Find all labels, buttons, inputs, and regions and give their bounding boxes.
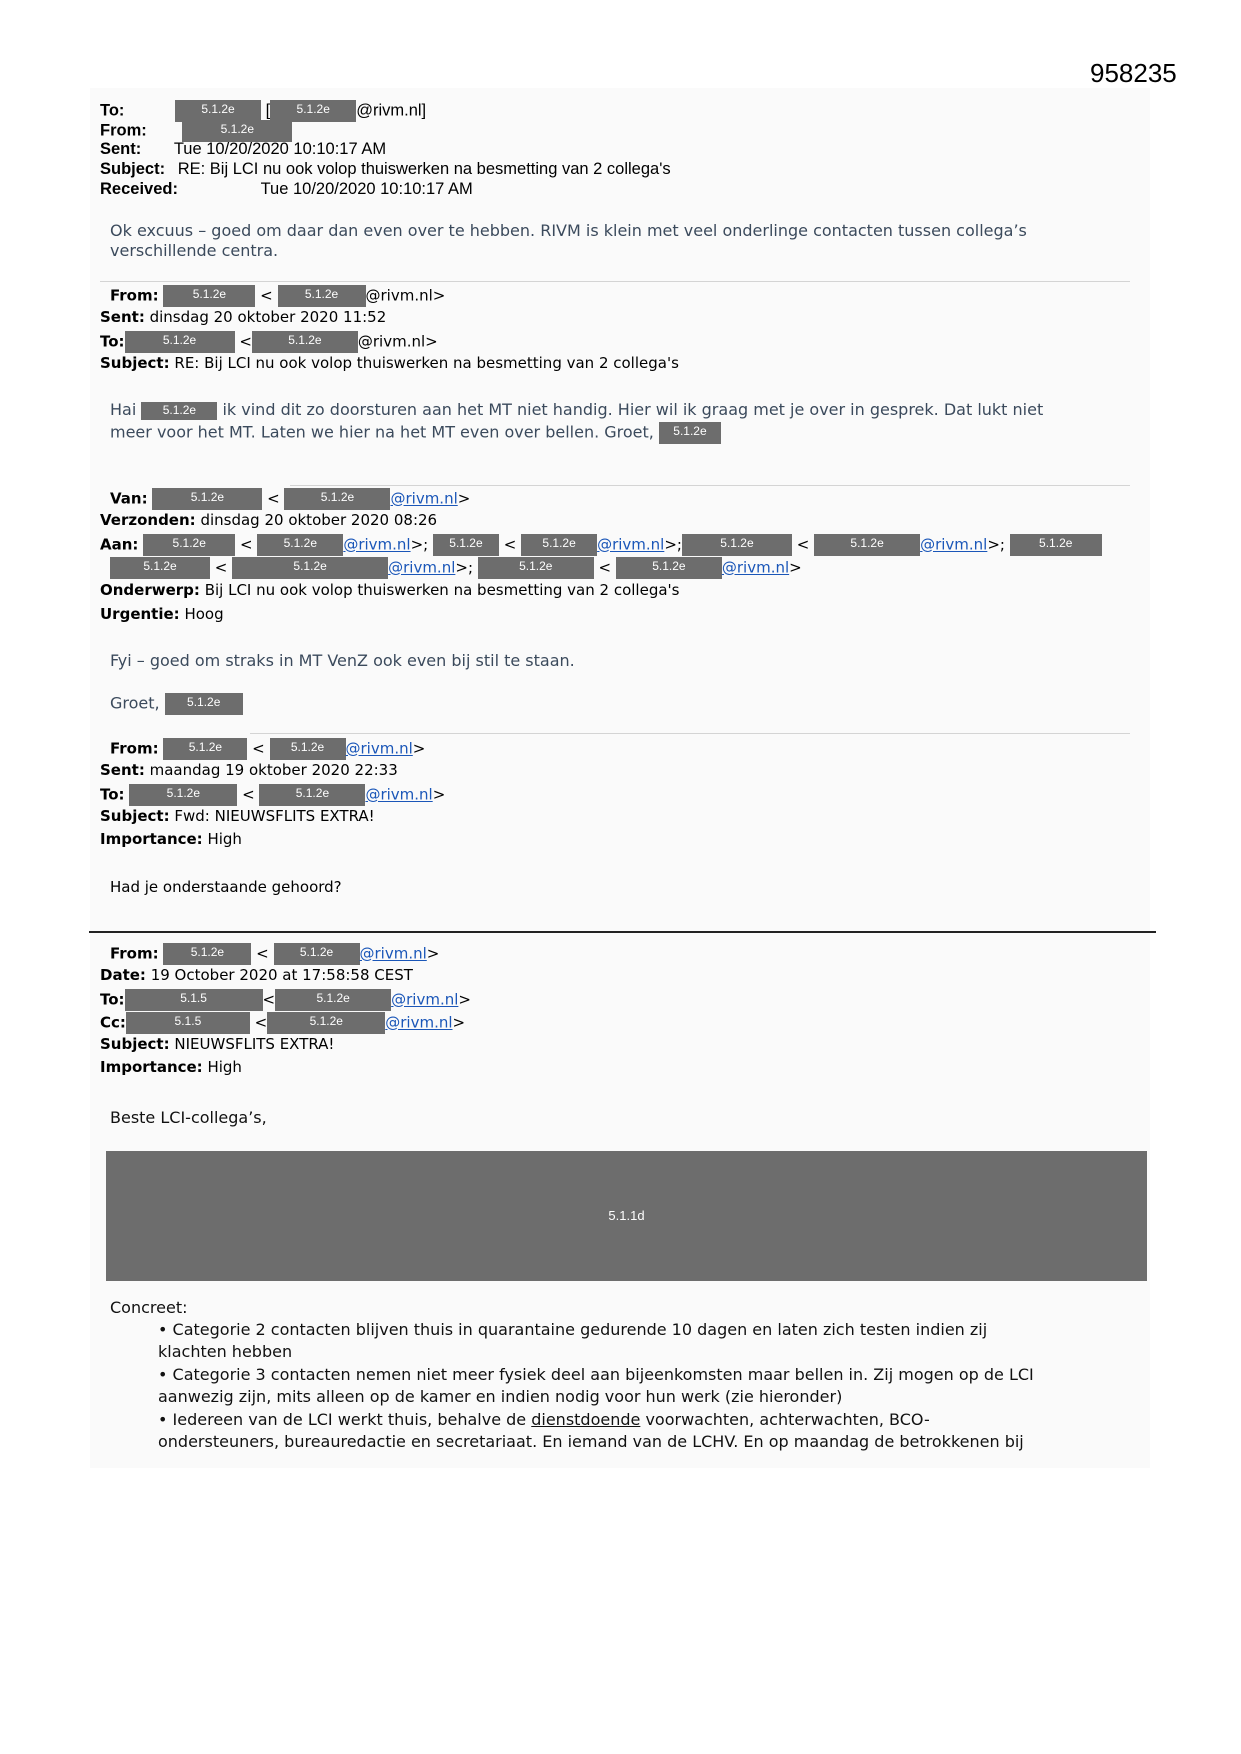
msg3-aan-line: Aan: 5.1.2e < 5.1.2e @rivm.nl>; 5.1.2e < 5.1.2e @rivm.nl>; 5.1.2e < 5.1.2e @rivm.nl>; 5.1.2e [100,534,1102,556]
redaction: 5.1.2e [275,989,391,1011]
email-domain: @rivm.nl [356,101,422,120]
msg2-to-label: To: [100,332,125,351]
msg1-received-label: Received: [100,180,178,198]
redaction: 5.1.5 [125,989,263,1011]
msg1-to-line: To: 5.1.2e [ 5.1.2e @rivm.nl] [100,100,426,122]
message-divider [100,281,1130,282]
msg4-sent-line [100,761,398,779]
msg1-sent-label: Sent: [100,140,142,158]
msg2-subject-value: RE: Bij LCI nu ook volop thuiswerken na besmetting van 2 collega's [174,354,679,372]
bullet-text: voorwachten, achterwachten, BCO- [645,1410,930,1429]
forward-divider [89,931,1156,933]
redaction: 5.1.2e [163,943,251,965]
redaction: 5.1.2e [252,331,358,353]
msg2-body-text: ik vind dit zo doorsturen aan het MT niet handig. Hier wil ik graag met je over in gesprek. Dat lukt niet [222,400,1044,419]
msg1-subject-line [100,160,671,179]
redaction: 5.1.5 [126,1012,250,1034]
msg5-from-label: From: [110,944,159,963]
msg2-to-line: To: 5.1.2e < 5.1.2e @rivm.nl> [100,331,438,353]
redaction: 5.1.2e [141,402,217,420]
msg3-verzonden-label: Verzonden: [100,511,196,529]
email-link[interactable]: @rivm.nl [388,558,456,577]
bullet-line: ondersteuners, bureauredactie en secretariaat. En iemand van de LCHV. En op maandag de betrokkenen bij [158,1432,1024,1451]
msg5-greeting: Beste LCI-collega’s, [110,1108,267,1127]
msg5-date-line [100,966,413,984]
msg5-cc-label: Cc: [100,1013,126,1032]
msg2-body-line [110,400,1043,420]
redaction: 5.1.2e [274,943,360,965]
msg3-onderwerp-line [100,581,679,599]
msg4-importance-value: High [207,830,242,848]
msg4-from-label: From: [110,739,159,758]
msg3-onderwerp-label: Onderwerp: [100,581,200,599]
msg4-sent-label: Sent: [100,761,145,779]
msg1-body-line: Ok excuus – goed om daar dan even over te hebben. RIVM is klein met veel onderlinge contacten tussen collega’s [110,221,1027,240]
email-link[interactable]: @rivm.nl [343,535,411,554]
redaction: 5.1.2e [152,488,262,510]
msg3-van-line: Van: 5.1.2e < 5.1.2e @rivm.nl> [110,488,470,510]
redaction: 5.1.2e [259,784,365,806]
msg4-to-line: To: 5.1.2e < 5.1.2e @rivm.nl> [100,784,445,806]
email-link[interactable]: @rivm.nl [391,990,459,1009]
msg2-sent-label: Sent: [100,308,145,326]
redaction: 5.1.2e [682,534,792,556]
msg3-groet-line [110,693,243,715]
msg2-from-label: From: [110,286,159,305]
redaction: 5.1.2e [1010,534,1102,556]
msg1-body-line: verschillende centra. [110,241,279,260]
msg1-sent-line [100,140,386,159]
msg1-sent-value: Tue 10/20/2020 10:10:17 AM [173,140,387,158]
email-link[interactable]: @rivm.nl [920,535,988,554]
redaction: 5.1.2e [659,422,721,444]
email-link[interactable]: @rivm.nl [390,489,458,508]
redaction: 5.1.2e [163,285,255,307]
bullet-text: • Iedereen van de LCI werkt thuis, behalve de [158,1410,527,1429]
redaction: 5.1.2e [267,1012,385,1034]
msg1-to-label: To: [100,101,125,120]
redaction: 5.1.2e [257,534,343,556]
redacted-content-block: 5.1.1d [106,1151,1147,1281]
msg4-importance-label: Importance: [100,830,203,848]
redaction: 5.1.2e [232,557,388,579]
msg4-sent-value: maandag 19 oktober 2020 22:33 [149,761,398,779]
msg2-body-text: meer voor het MT. Laten we hier na het MT even over bellen. Groet, [110,422,654,442]
redaction: 5.1.2e [278,285,366,307]
email-domain: @rivm.nl [365,286,433,305]
bullet-line: klachten hebben [158,1342,293,1361]
bullet-line: • Categorie 2 contacten blijven thuis in quarantaine gedurende 10 dagen en laten zich testen indien zij [158,1320,988,1339]
msg3-onderwerp-value: Bij LCI nu ook volop thuiswerken na besmetting van 2 collega's [204,581,680,599]
redaction: 5.1.2e [143,534,235,556]
msg3-verzonden-line [100,511,437,529]
email-domain: @rivm.nl [357,332,426,351]
bullet-line: • Categorie 3 contacten nemen niet meer fysiek deel aan bijeenkomsten maar bellen in. Zij mogen op de LCI [158,1365,1034,1384]
msg1-subject-label: Subject: [100,160,166,178]
msg5-importance-line [100,1058,242,1076]
msg3-van-label: Van: [110,489,148,508]
msg3-urgentie-line [100,605,224,623]
redaction: 5.1.2e [616,557,722,579]
msg5-subject-value: NIEUWSFLITS EXTRA! [174,1035,335,1053]
msg4-subject-value: Fwd: NIEUWSFLITS EXTRA! [174,807,375,825]
redaction: 5.1.2e [163,738,247,760]
msg4-subject-label: Subject: [100,807,170,825]
email-link[interactable]: @rivm.nl [721,558,790,577]
msg4-to-label: To: [100,785,125,804]
redaction: 5.1.2e [129,784,237,806]
msg4-body: Had je onderstaande gehoord? [110,878,342,896]
msg3-aan-continued-line: 5.1.2e < 5.1.2e @rivm.nl>; 5.1.2e < 5.1.2e @rivm.nl> [110,557,802,579]
document-number: 958235 [1090,58,1177,88]
redaction: 5.1.2e [284,488,390,510]
msg2-subject-line [100,354,679,372]
msg2-sent-line [100,308,386,326]
redaction: 5.1.2e [125,331,235,353]
bullet-line [158,1410,930,1429]
msg3-urgentie-label: Urgentie: [100,605,180,623]
msg2-body-line [110,422,721,444]
msg5-to-label: To: [100,990,125,1009]
msg5-date-label: Date: [100,966,146,984]
msg5-concreet: Concreet: [110,1298,188,1317]
msg4-from-line: From: 5.1.2e < 5.1.2e @rivm.nl> [110,738,425,760]
msg5-subject-label: Subject: [100,1035,170,1053]
msg3-verzonden-value: dinsdag 20 oktober 2020 08:26 [200,511,438,529]
msg5-date-value: 19 October 2020 at 17:58:58 CEST [150,966,413,984]
email-link[interactable]: @rivm.nl [385,1013,453,1032]
msg5-importance-value: High [207,1058,242,1076]
redaction: 5.1.2e [433,534,499,556]
msg3-groet: Groet, [110,693,160,713]
msg1-received-value: Tue 10/20/2020 10:10:17 AM [260,180,473,198]
email-link[interactable]: @rivm.nl [359,944,427,963]
msg1-from-label: From: [100,121,147,140]
email-link[interactable]: @rivm.nl [597,535,665,554]
redaction: 5.1.2e [521,534,597,556]
redaction: 5.1.2e [110,557,210,579]
redaction: 5.1.2e [270,738,346,760]
msg5-from-line: From: 5.1.2e < 5.1.2e @rivm.nl> [110,943,439,965]
msg4-subject-line [100,807,375,825]
msg2-from-line: From: 5.1.2e < 5.1.2e @rivm.nl> [110,285,445,307]
msg2-sent-value: dinsdag 20 oktober 2020 11:52 [149,308,387,326]
bullet-line: aanwezig zijn, mits alleen op de kamer en indien nodig voor hun werk (zie hieronder) [158,1387,843,1406]
msg3-body-line: Fyi – goed om straks in MT VenZ ook even bij stil te staan. [110,651,575,670]
msg3-aan-label: Aan: [100,535,139,554]
redaction: 5.1.2e [175,100,261,122]
redaction: 5.1.2e [814,534,920,556]
redaction: 5.1.2e [165,693,243,715]
message-divider [250,733,1130,734]
redaction: 5.1.2e [182,120,292,142]
redaction: 5.1.2e [478,557,594,579]
msg5-cc-line: Cc: 5.1.5 < 5.1.2e @rivm.nl> [100,1012,465,1034]
msg2-body-greeting: Hai [110,400,137,419]
msg3-urgentie-value: Hoog [184,605,224,623]
email-link[interactable]: @rivm.nl [365,785,433,804]
msg1-subject-value: RE: Bij LCI nu ook volop thuiswerken na besmetting van 2 collega's [177,160,671,178]
msg5-to-line: To: 5.1.5 < 5.1.2e @rivm.nl> [100,989,471,1011]
msg1-from-line [100,120,292,142]
msg2-subject-label: Subject: [100,354,170,372]
email-link[interactable]: @rivm.nl [345,739,413,758]
message-divider [290,485,1130,486]
msg4-importance-line [100,830,242,848]
msg5-importance-label: Importance: [100,1058,203,1076]
msg1-received-line [100,180,473,199]
bullet-underlined-word: dienstdoende [531,1410,641,1429]
msg5-subject-line [100,1035,334,1053]
redaction: 5.1.2e [270,100,356,122]
